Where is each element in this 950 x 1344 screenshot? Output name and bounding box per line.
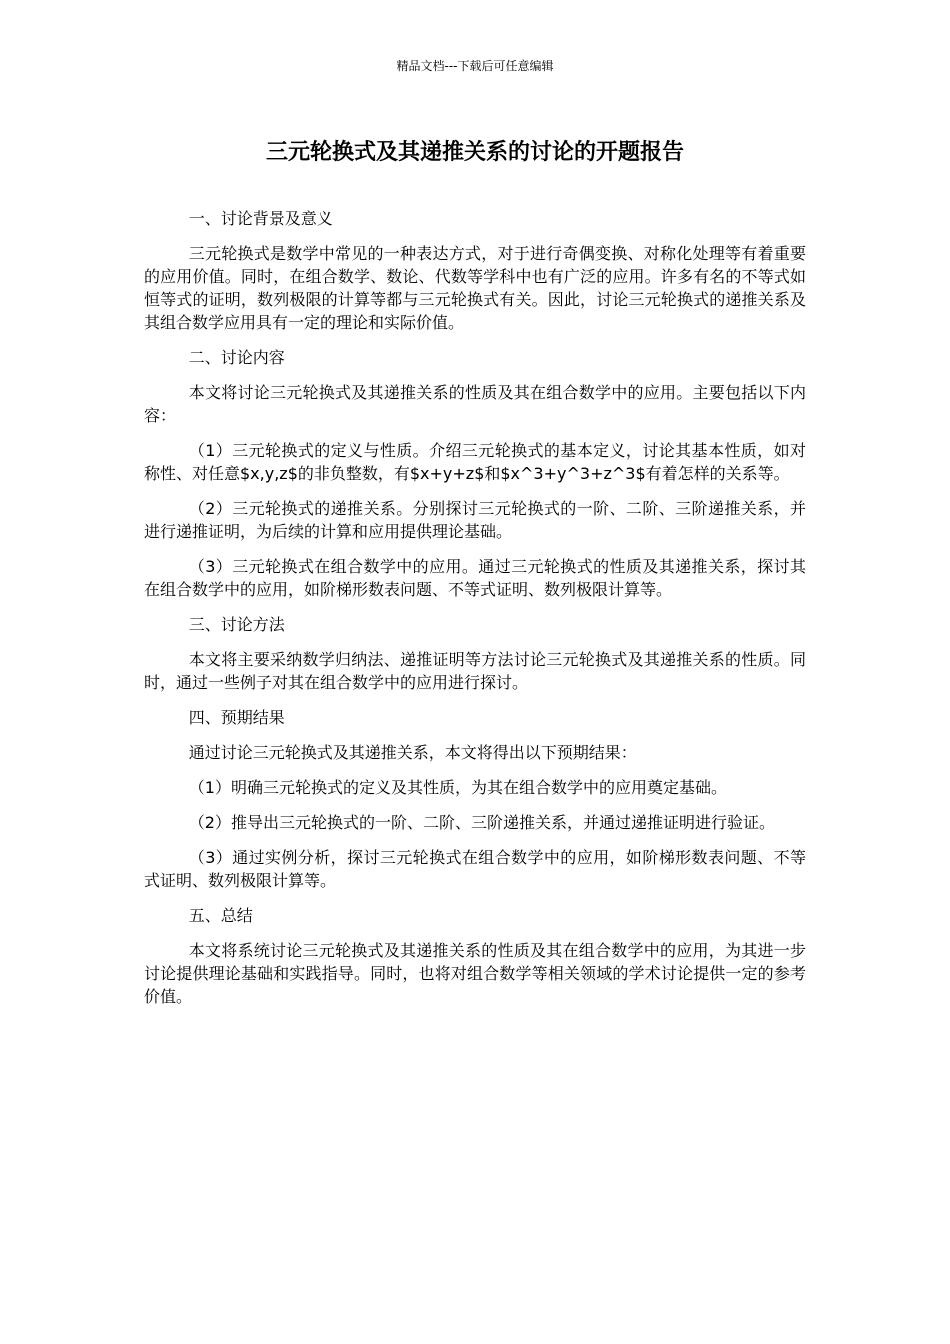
section-heading-summary: 五、总结	[188, 906, 253, 925]
section-heading-methods: 三、讨论方法	[188, 615, 285, 634]
document-title: 三元轮换式及其递推关系的讨论的开题报告	[265, 140, 684, 165]
section-heading-content: 二、讨论内容	[188, 348, 285, 367]
section-heading-background: 一、讨论背景及意义	[188, 209, 333, 228]
paragraph-summary: 本文将系统讨论三元轮换式及其递推关系的性质及其在组合数学中的应用，为其进一步讨论提供理论基础和实践指导。同时，也将对组合数学等相关领域的学术讨论提供一定的参考价值。	[144, 941, 806, 1006]
paragraph-methods: 本文将主要采纳数学归纳法、递推证明等方法讨论三元轮换式及其递推关系的性质。同时，通过一些例子对其在组合数学中的应用进行探讨。	[144, 650, 806, 692]
list-item-content-2: （2）三元轮换式的递推关系。分别探讨三元轮换式的一阶、二阶、三阶递推关系，并进行递推证明，为后续的计算和应用提供理论基础。	[144, 499, 806, 541]
document-body	[144, 207, 806, 1008]
list-item-results-1: （1）明确三元轮换式的定义及其性质，为其在组合数学中的应用奠定基础。	[188, 778, 727, 797]
paragraph-content-intro: 本文将讨论三元轮换式及其递推关系的性质及其在组合数学中的应用。主要包括以下内容：	[144, 383, 806, 425]
paragraph-background: 三元轮换式是数学中常见的一种表达方式，对于进行奇偶变换、对称化处理等有着重要的应用价值。同时，在组合数学、数论、代数等学科中也有广泛的应用。许多有名的不等式如恒等式的证明，数列极限的计算等都与三元轮换式有关。因此，讨论三元轮换式的递推关系及其组合数学应用具有一定的理论和实际价值。	[144, 244, 806, 332]
list-item-content-3: （3）三元轮换式在组合数学中的应用。通过三元轮换式的性质及其递推关系，探讨其在组合数学中的应用，如阶梯形数表问题、不等式证明、数列极限计算等。	[144, 557, 806, 599]
list-item-results-2: （2）推导出三元轮换式的一阶、二阶、三阶递推关系，并通过递推证明进行验证。	[188, 813, 775, 832]
list-item-results-3: （3）通过实例分析，探讨三元轮换式在组合数学中的应用，如阶梯形数表问题、不等式证明、数列极限计算等。	[144, 848, 806, 890]
section-heading-results: 四、预期结果	[188, 708, 285, 727]
list-item-content-1: （1）三元轮换式的定义与性质。介绍三元轮换式的基本定义，讨论其基本性质，如对称性、对任意$x,y,z$的非负整数，有$x+y+z$和$x^3+y^3+z^3$有着怎样的关系等。	[144, 441, 806, 483]
header-note: 精品文档---下载后可任意编辑	[396, 59, 554, 73]
paragraph-results-intro: 通过讨论三元轮换式及其递推关系，本文将得出以下预期结果：	[188, 743, 637, 762]
